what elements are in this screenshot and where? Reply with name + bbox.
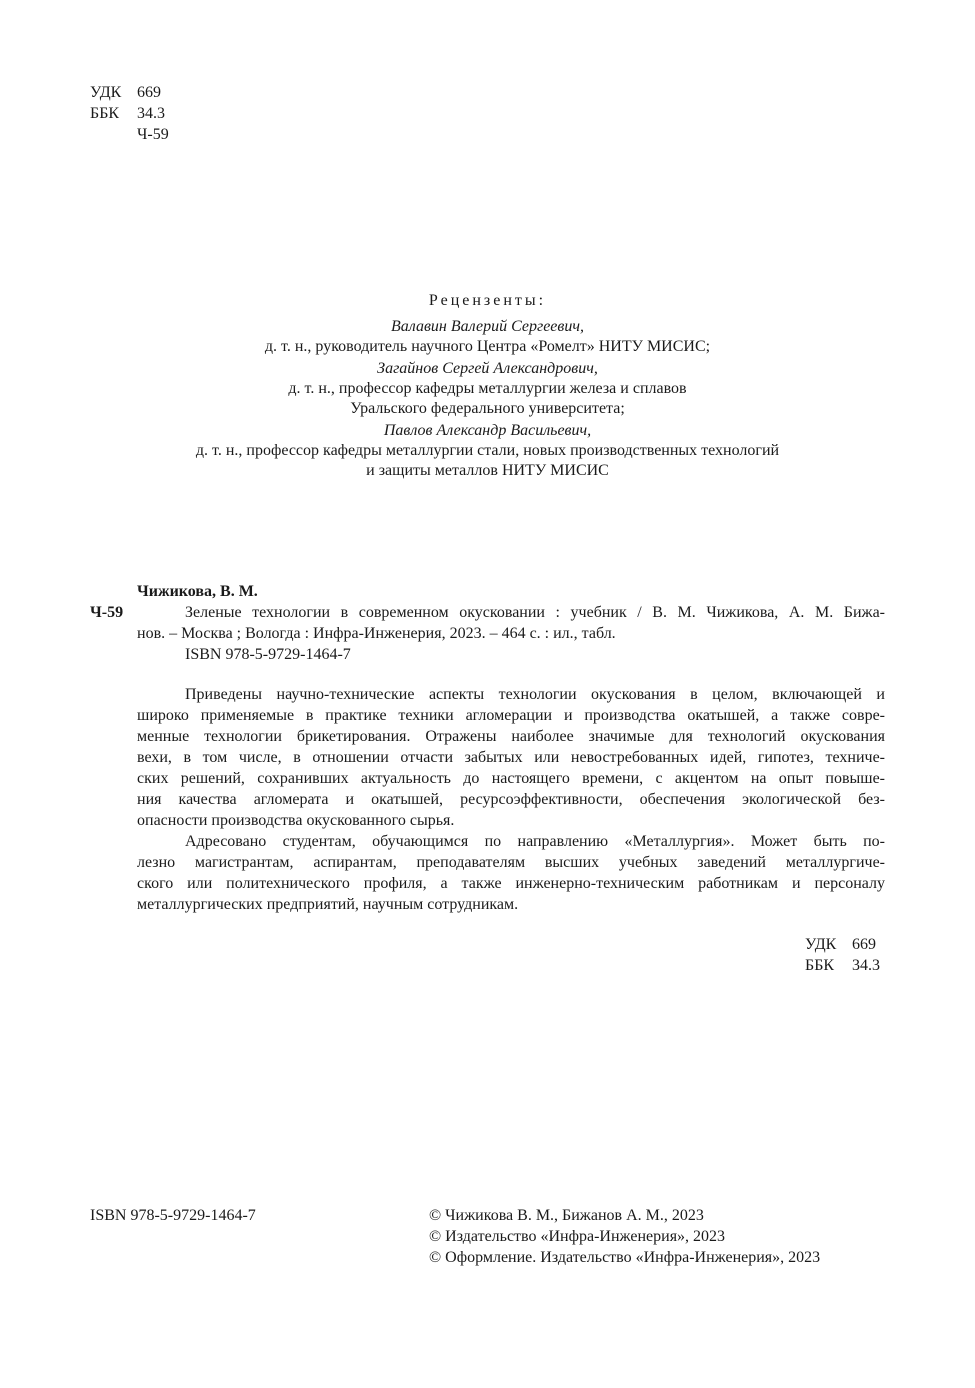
abstract-paragraph-2 bbox=[137, 831, 885, 915]
udk-value: 669 bbox=[137, 84, 161, 101]
reviewers-block bbox=[0, 290, 975, 481]
bbk-label: ББК bbox=[90, 105, 120, 122]
record-title-line: Зеленые технологии в современном окусковании : учебник / В. М. Чижикова, А. М. Бижа- bbox=[185, 604, 885, 621]
abstract-line: ского или политехнического профиля, а также инженерно-техническим работникам и персоналу bbox=[137, 875, 885, 892]
reviewer-name: Павлов Александр Васильевич, bbox=[383, 422, 592, 439]
bbk-top-row bbox=[90, 103, 169, 124]
abstract-paragraph-1 bbox=[137, 684, 885, 831]
copyright-line: © Чижикова В. М., Бижанов А. М., 2023 bbox=[429, 1207, 704, 1224]
reviewer-name: Загайнов Сергей Александрович, bbox=[377, 360, 598, 377]
abstract-line: опасности производства окускованного сырья. bbox=[137, 812, 455, 829]
abstract-line: ских решений, сохранивших актуальность до настоящего времени, с акцентом на опыт повыше- bbox=[137, 770, 885, 787]
udk-bottom-row bbox=[805, 934, 880, 955]
classification-bottom bbox=[805, 934, 880, 976]
author-mark-top: Ч-59 bbox=[137, 126, 169, 143]
record-author: Чижикова, В. М. bbox=[137, 583, 258, 600]
reviewer-description: д. т. н., профессор кафедры металлургии стали, новых производственных технологий bbox=[195, 442, 780, 459]
reviewer-description: д. т. н., профессор кафедры металлургии железа и сплавов bbox=[288, 380, 687, 397]
reviewer-name: Валавин Валерий Сергеевич, bbox=[391, 318, 584, 335]
bbk-bottom-row bbox=[805, 955, 880, 976]
reviewer-description: д. т. н., руководитель научного Центра «Ромелт» НИТУ МИСИС; bbox=[264, 338, 711, 355]
abstract-line: лезно магистрантам, аспирантам, преподавателям высших учебных заведений металлургиче- bbox=[137, 854, 885, 871]
bbk-value: 34.3 bbox=[852, 957, 880, 974]
abstract-line: ния качества агломерата и окатышей, ресурсоэффективности, обеспечения экологической без- bbox=[137, 791, 885, 808]
abstract-line: металлургических предприятий, научным сотрудникам. bbox=[137, 896, 519, 913]
bibliographic-record bbox=[90, 581, 885, 665]
abstract-line: Адресовано студентам, обучающимся по направлению «Металлургия». Может быть по- bbox=[185, 833, 885, 850]
udk-label: УДК bbox=[805, 936, 837, 953]
abstract-line: вехи, в том числе, в отношении отчасти забытых или невостребованных идей, гипотез, техниче- bbox=[137, 749, 885, 766]
record-imprint-line: нов. – Москва ; Вологда : Инфра-Инженерия, 2023. – 464 с. : ил., табл. bbox=[137, 625, 616, 642]
reviewer-description: и защиты металлов НИТУ МИСИС bbox=[366, 462, 609, 479]
reviewers-heading: Рецензенты: bbox=[428, 292, 547, 309]
copyright-block bbox=[429, 1205, 820, 1268]
copyright-line: © Оформление. Издательство «Инфра-Инженерия», 2023 bbox=[429, 1249, 821, 1266]
bbk-value: 34.3 bbox=[137, 105, 165, 122]
abstract bbox=[137, 684, 885, 915]
abstract-line: широко применяемые в практике техники агломерации и производства окатышей, а также совре- bbox=[137, 707, 885, 724]
abstract-line: менные технологии брикетирования. Отражены наиболее значимые для технологий окускования bbox=[137, 728, 885, 745]
copyright-line: © Издательство «Инфра-Инженерия», 2023 bbox=[429, 1228, 726, 1245]
udk-value: 669 bbox=[852, 936, 876, 953]
record-author-mark: Ч-59 bbox=[90, 604, 124, 621]
abstract-line: Приведены научно-технические аспекты технологии окускования в целом, включающей и bbox=[185, 686, 885, 703]
record-isbn: ISBN 978-5-9729-1464-7 bbox=[185, 646, 351, 663]
classification-top bbox=[90, 82, 169, 145]
reviewer-description: Уральского федерального университета; bbox=[350, 400, 625, 417]
bbk-label: ББК bbox=[805, 957, 835, 974]
footer-isbn: ISBN 978-5-9729-1464-7 bbox=[90, 1207, 256, 1224]
udk-label: УДК bbox=[90, 84, 122, 101]
udk-top-row bbox=[90, 82, 169, 103]
